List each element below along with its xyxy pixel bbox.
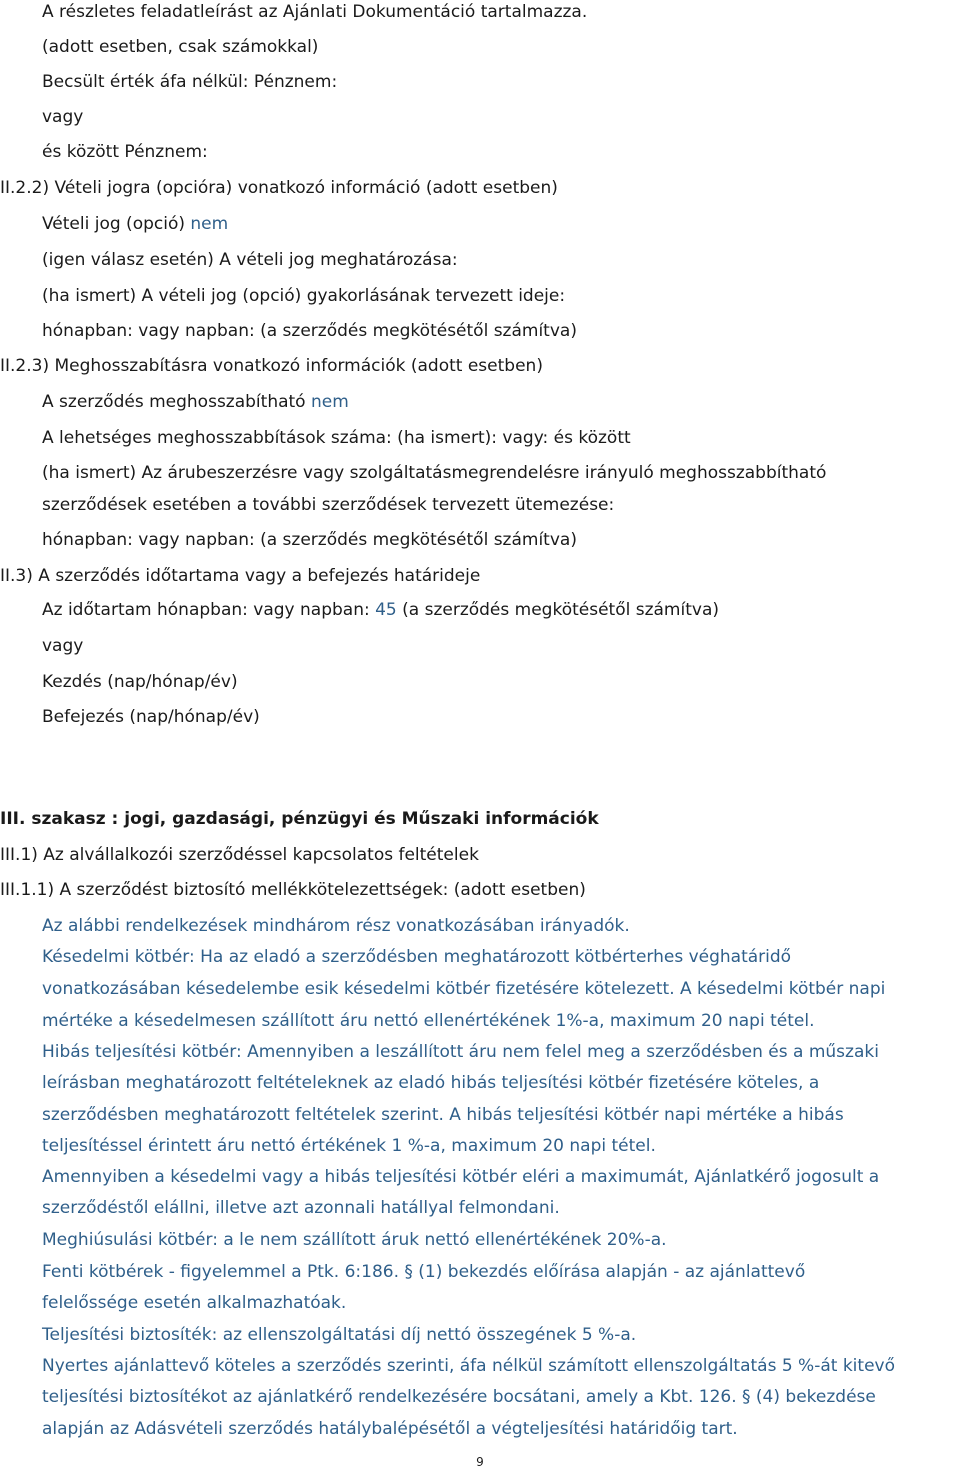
text-line: A részletes feladatleírást az Ajánlati Dokumentáció tartalmazza. (42, 2, 588, 22)
text-line: (ha ismert) A vételi jog (opció) gyakorlásának tervezett ideje: (42, 286, 566, 306)
section-heading-ii23: II.2.3) Meghosszabításra vonatkozó információk (adott esetben) (0, 356, 543, 376)
option-value: nem (310, 392, 349, 412)
label: Vételi jog (opció) (42, 214, 191, 234)
text-line (42, 213, 228, 235)
body-line: Hibás teljesítési kötbér: Amennyiben a leszállított áru nem felel meg a szerződésben és a műszaki (42, 1042, 879, 1062)
body-line: leírásban meghatározott feltételeknek az eladó hibás teljesítési kötbér fizetésére köteles, a (42, 1073, 820, 1093)
text-line: A lehetséges meghosszabbítások száma: (ha ismert): vagy: és között (42, 428, 631, 448)
page-number: 9 (476, 1455, 484, 1469)
body-line: szerződéstől elállni, illetve azt azonnali hatállyal felmondani. (42, 1198, 560, 1218)
text-line: és között Pénznem: (42, 142, 208, 162)
text-line: Kezdés (nap/hónap/év) (42, 672, 238, 692)
label: Az időtartam hónapban: vagy napban: (42, 600, 376, 620)
body-line: Nyertes ajánlattevő köteles a szerződés szerinti, áfa nélkül számított ellenszolgáltatás 5 %-át kitevő (42, 1356, 895, 1376)
body-line: szerződésben meghatározott feltételek szerint. A hibás teljesítési kötbér napi mértéke a hibás (42, 1105, 844, 1125)
text-line: (adott esetben, csak számokkal) (42, 37, 319, 57)
text-line: hónapban: vagy napban: (a szerződés megkötésétől számítva) (42, 530, 577, 550)
body-line: Meghiúsulási kötbér: a le nem szállított áruk nettó ellenértékének 20%-a. (42, 1230, 667, 1250)
text-line: (igen válasz esetén) A vételi jog meghatározása: (42, 250, 458, 270)
option-value: nem (190, 214, 229, 234)
body-line: Fenti kötbérek - figyelemmel a Ptk. 6:186. § (1) bekezdés előírása alapján - az ajánlattevő (42, 1262, 806, 1282)
body-line: Az alábbi rendelkezések mindhárom rész vonatkozásában irányadók. (42, 916, 630, 936)
body-line: alapján az Adásvételi szerződés hatálybalépésétől a végteljesítési határidőig tart. (42, 1419, 738, 1439)
text-line (42, 599, 719, 621)
body-line: mértéke a késedelmesen szállított áru nettó ellenértékének 1%-a, maximum 20 napi tétel. (42, 1011, 815, 1031)
duration-value: 45 (375, 600, 397, 620)
text-line: Becsült érték áfa nélkül: Pénznem: (42, 72, 338, 92)
body-line: Teljesítési biztosíték: az ellenszolgáltatási díj nettó összegének 5 %-a. (42, 1325, 637, 1345)
body-line: Késedelmi kötbér: Ha az eladó a szerződésben meghatározott kötbérterhes véghatáridő (42, 947, 792, 967)
section-heading-iii11: III.1.1) A szerződést biztosító mellékkötelezettségek: (adott esetben) (0, 880, 586, 900)
section-iii-title: III. szakasz : jogi, gazdasági, pénzügyi és Műszaki információk (0, 809, 599, 829)
body-line: felelőssége esetén alkalmazhatóak. (42, 1293, 347, 1313)
label: A szerződés meghosszabítható (42, 392, 311, 412)
label: (a szerződés megkötésétől számítva) (396, 600, 719, 620)
text-line: (ha ismert) Az árubeszerzésre vagy szolgáltatásmegrendelésre irányuló meghosszabbítható (42, 463, 827, 483)
text-line: vagy (42, 636, 84, 656)
text-line: Befejezés (nap/hónap/év) (42, 707, 260, 727)
body-line: vonatkozásában késedelembe esik késedelmi kötbér fizetésére kötelezett. A késedelmi kötbér napi (42, 979, 886, 999)
section-heading-ii3: II.3) A szerződés időtartama vagy a befejezés határideje (0, 566, 481, 586)
section-heading-ii22: II.2.2) Vételi jogra (opcióra) vonatkozó információ (adott esetben) (0, 178, 558, 198)
text-line: szerződések esetében a további szerződések tervezett ütemezése: (42, 495, 615, 515)
body-line: teljesítési biztosítékot az ajánlatkérő rendelkezésére bocsátani, amely a Kbt. 126. § (4) bekezdése (42, 1387, 876, 1407)
body-line: Amennyiben a késedelmi vagy a hibás teljesítési kötbér eléri a maximumát, Ajánlatkérő jogosult a (42, 1167, 880, 1187)
section-heading-iii1: III.1) Az alvállalkozói szerződéssel kapcsolatos feltételek (0, 845, 479, 865)
text-line: hónapban: vagy napban: (a szerződés megkötésétől számítva) (42, 321, 577, 341)
text-line: vagy (42, 107, 84, 127)
text-line (42, 391, 349, 413)
body-line: teljesítéssel érintett áru nettó értékének 1 %-a, maximum 20 napi tétel. (42, 1136, 656, 1156)
